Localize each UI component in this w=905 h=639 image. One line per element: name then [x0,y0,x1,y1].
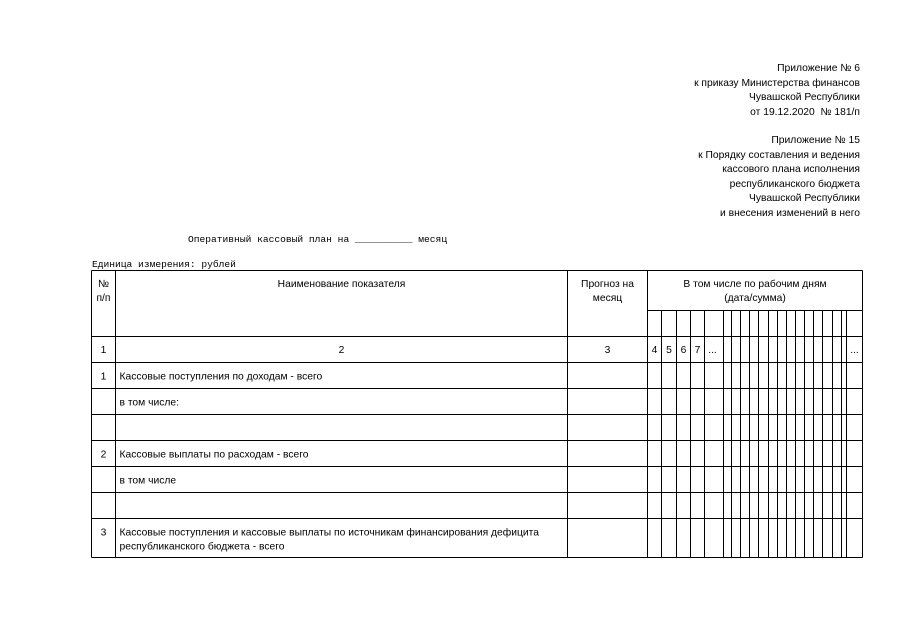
header-line: к приказу Министерства финансов [694,77,860,89]
header-line: к Порядку составления и ведения [698,149,860,161]
row-indicator: в том числе [119,475,177,487]
column-number: 5 [666,345,672,356]
column-number: ... [708,345,717,356]
header-name: Наименование показателя [277,279,406,290]
row-indicator: Кассовые поступления по доходам - всего [119,371,323,383]
header-num: п/п [96,293,111,304]
column-number: 7 [694,345,701,356]
row-indicator: в том числе: [119,397,179,409]
header-forecast: месяц [592,293,623,304]
row-number: 1 [100,371,107,383]
row-indicator: республиканского бюджета - всего [119,541,285,553]
row-indicator: Кассовые поступления и кассовые выплаты по источникам финансирования дефицита [119,527,539,539]
header-line: Приложение № 6 [777,63,860,74]
row-number: 2 [100,449,107,461]
row-indicator: Кассовые выплаты по расходам - всего [119,449,309,461]
header-line: Приложение № 15 [771,135,860,146]
column-number: 2 [338,345,345,356]
header-line: Чувашской Республики [748,193,860,205]
header-line: республиканского бюджета [729,178,860,190]
header-line: от 19.12.2020 № 181/п [750,106,860,118]
row-number: 3 [100,527,107,539]
header-line: и внесения изменений в него [720,207,860,219]
column-number: 4 [651,345,658,356]
header-days: (дата/сумма) [724,293,786,304]
header-line: кассового плана исполнения [722,164,860,176]
column-number: 6 [680,345,687,356]
header-line: Чувашской Республики [748,92,860,104]
unit-of-measure: Единица измерения: рублей [92,259,236,270]
plan-title: Оперативный кассовый план на __________ месяц [188,234,448,245]
header-days: В том числе по рабочим дням [683,279,827,290]
header-forecast: Прогноз на [581,279,634,290]
header-num: № [97,279,110,290]
column-number: 1 [100,345,107,356]
column-number: 3 [604,345,611,356]
column-number: ... [850,345,859,356]
